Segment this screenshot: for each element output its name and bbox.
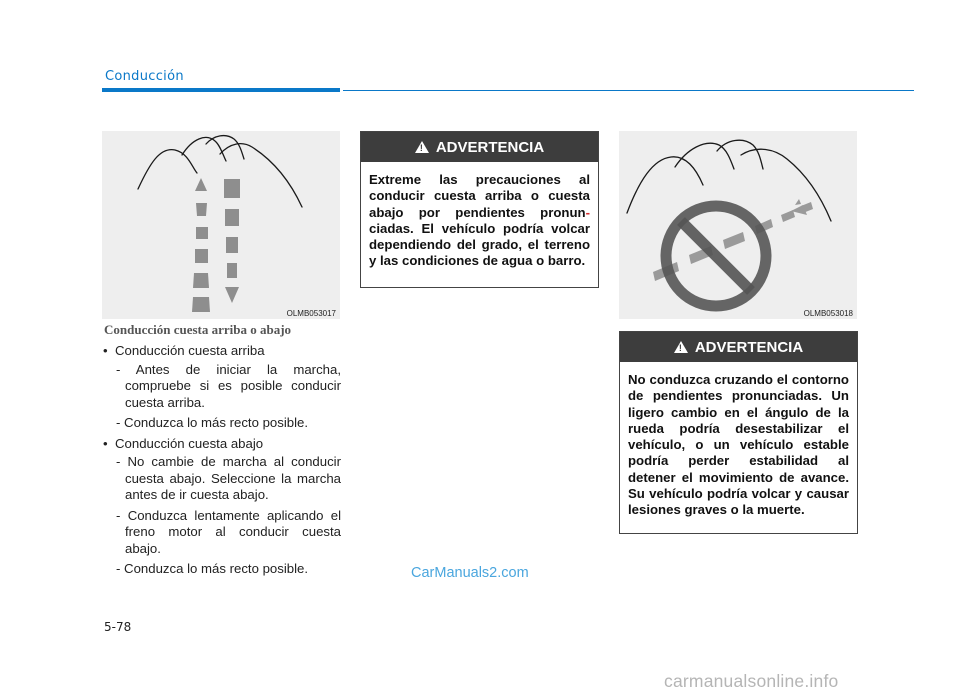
body-text bbox=[103, 343, 341, 582]
watermark-link[interactable]: CarManuals2.com bbox=[411, 565, 529, 581]
list-item: - Conduzca lentamente aplicando el freno motor al conducir cuesta abajo. bbox=[116, 507, 341, 556]
header-rule-thick bbox=[102, 88, 340, 92]
bullet-downhill: • Conducción cuesta abajo bbox=[103, 436, 341, 453]
list-item: - No cambie de marcha al conducir cuesta abajo. Seleccione la marcha antes de ir cuesta abajo. bbox=[116, 454, 341, 502]
list-item: - Conduzca lo más recto posible. bbox=[116, 561, 309, 576]
subheading: Conducción cuesta arriba o abajo bbox=[104, 322, 292, 337]
list-item: - Conduzca lo más recto posible. bbox=[116, 415, 309, 430]
warning-header bbox=[620, 332, 857, 362]
warning-box-crossing bbox=[619, 331, 858, 534]
warning-icon: ! bbox=[415, 141, 429, 153]
up-down-slope-arrows-icon bbox=[102, 131, 340, 319]
warning-title: ADVERTENCIA bbox=[694, 338, 804, 356]
warning-box-slopes bbox=[360, 131, 599, 288]
warning-text-part: ciadas. El vehículo podría volcar dependiendo del grado, el terreno y las condiciones de agua o barro. bbox=[369, 220, 590, 269]
section-title: Conducción bbox=[105, 69, 184, 84]
site-watermark: carmanualsonline.info bbox=[664, 671, 839, 691]
page-number: 5-78 bbox=[104, 620, 132, 634]
warning-text bbox=[361, 162, 598, 278]
figure-caption: OLMB053018 bbox=[803, 309, 853, 318]
figure-prohibited-crossing bbox=[619, 131, 857, 319]
prohibited-diagonal-slope-icon bbox=[619, 131, 857, 319]
warning-text-part: Extreme las precauciones al conducir cuesta arriba o cuesta abajo por pendientes pronun bbox=[369, 172, 590, 220]
list-item: - Antes de iniciar la marcha, compruebe si es posible conducir cuesta arriba. bbox=[116, 361, 341, 410]
bullet-uphill: • Conducción cuesta arriba bbox=[103, 343, 341, 360]
header-rule-thin bbox=[343, 90, 914, 91]
warning-header bbox=[361, 132, 598, 162]
warning-title: ADVERTENCIA bbox=[435, 138, 545, 156]
figure-uphill-downhill bbox=[102, 131, 340, 319]
figure-caption: OLMB053017 bbox=[286, 309, 336, 318]
warning-hyphen: - bbox=[585, 204, 590, 220]
warning-icon: ! bbox=[674, 341, 688, 353]
warning-text: No conduzca cruzando el contorno de pendientes pronunciadas. Un ligero cambio en el ángulo de la rueda podría desestabilizar el vehículo, o un vehículo estable podría perder estabilidad al detener el movimiento de avance. Su vehículo podría volcar y causar lesiones graves o la muerte. bbox=[628, 372, 849, 518]
